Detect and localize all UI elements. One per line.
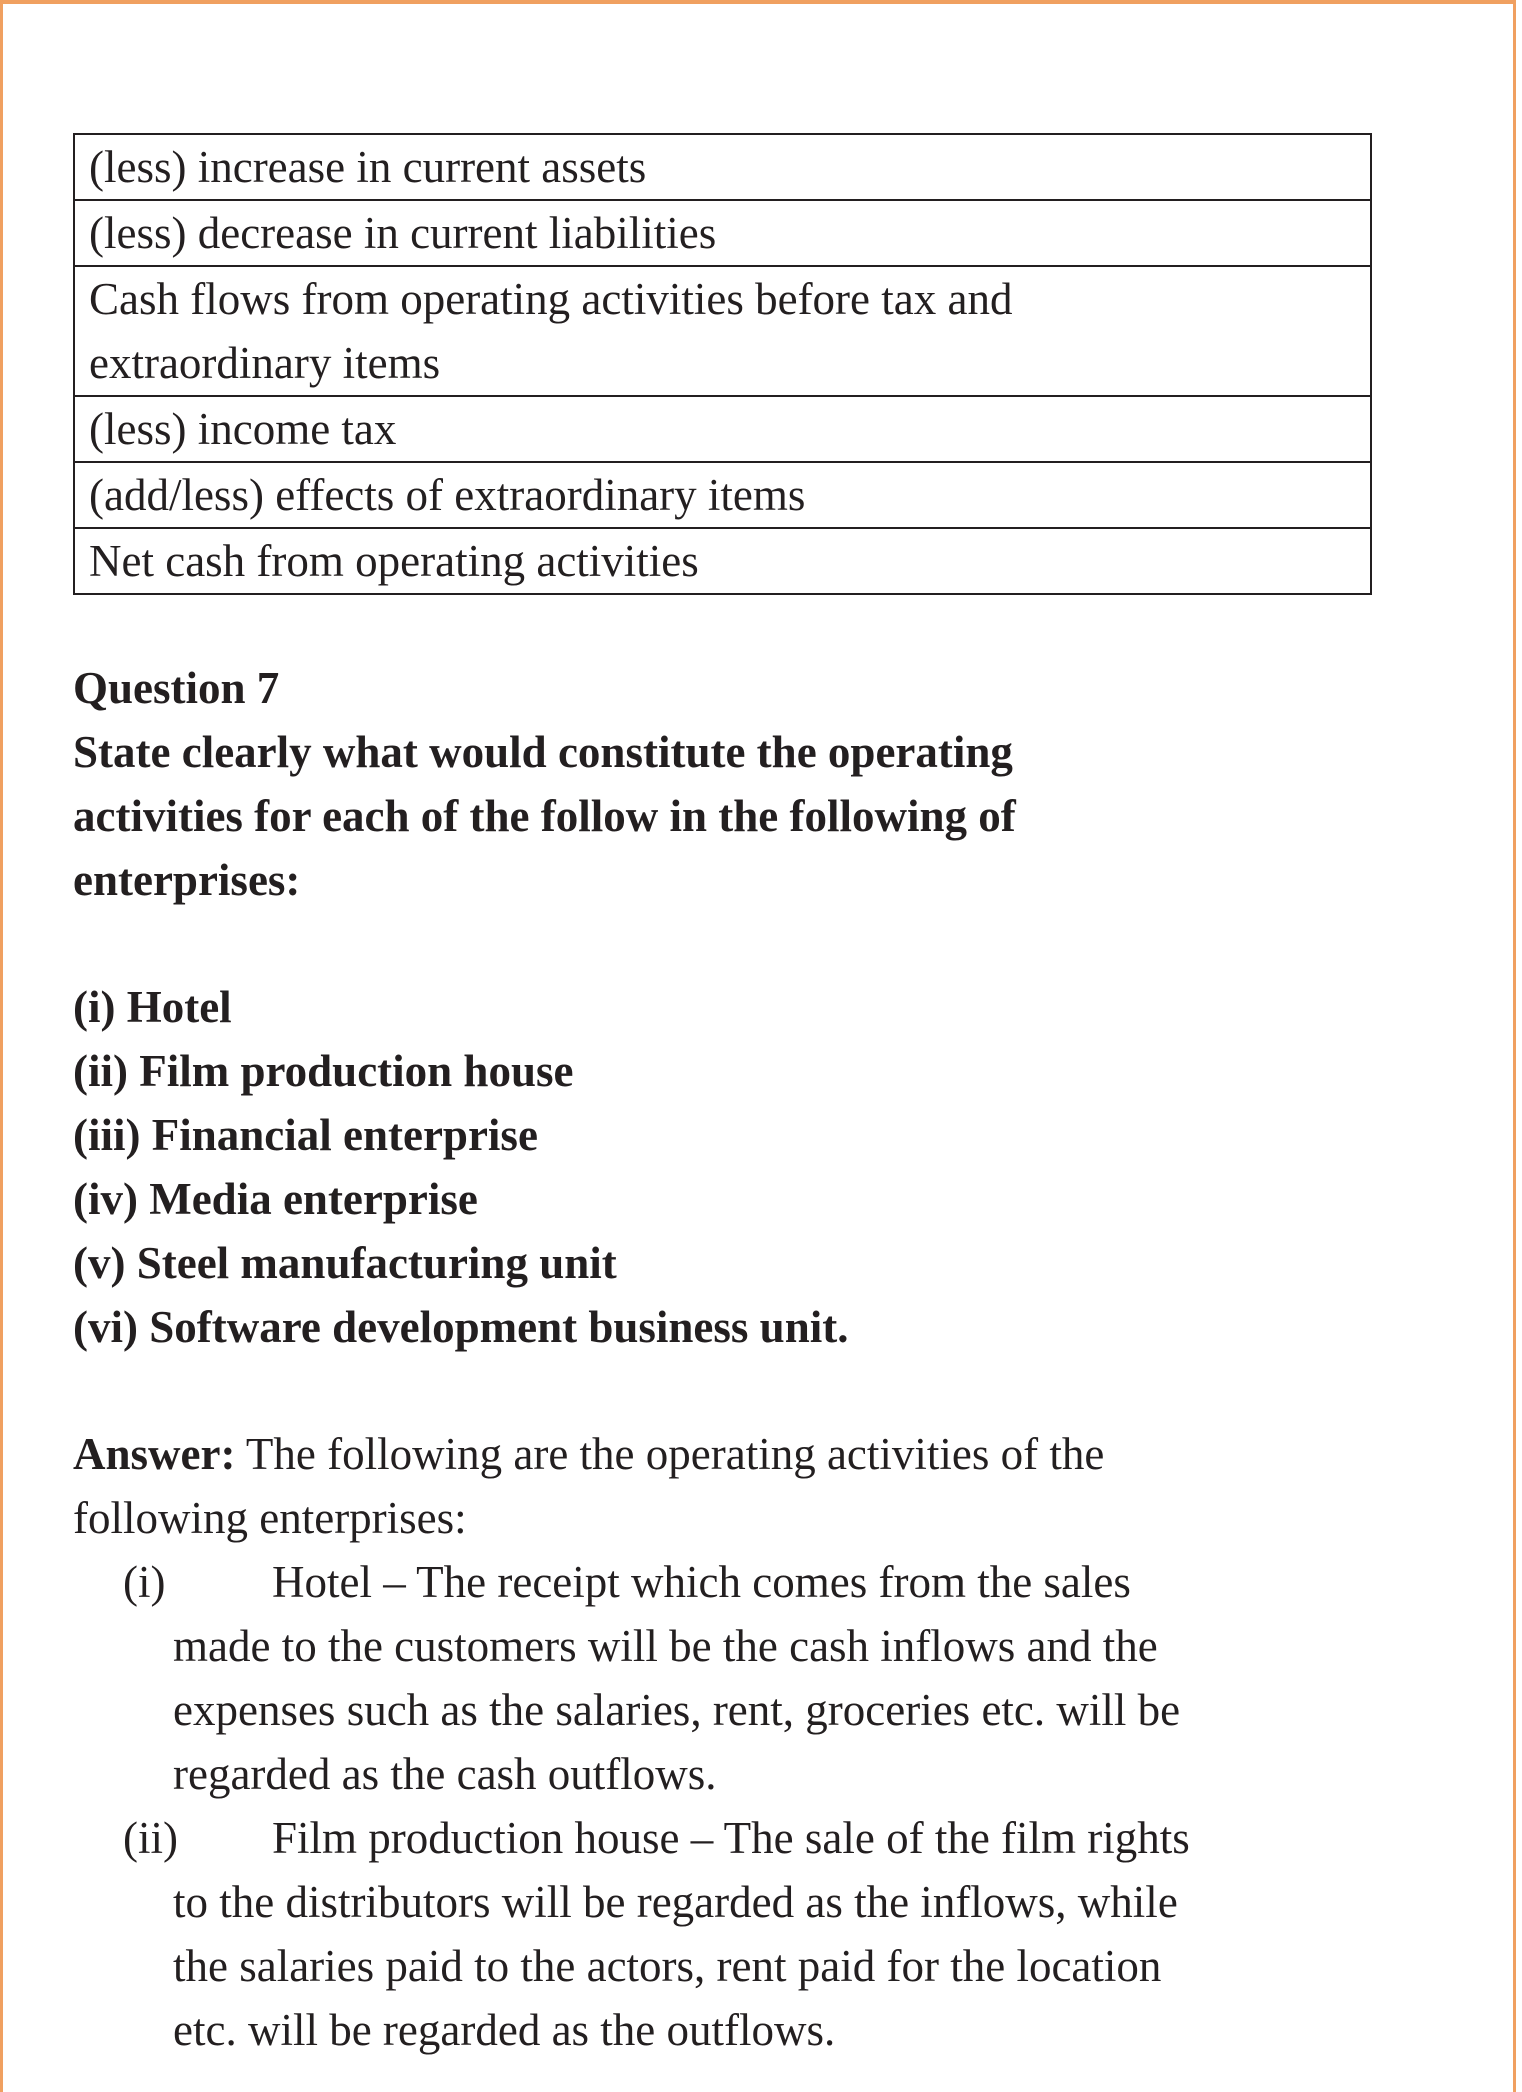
answer-item-text: made to the customers will be the cash inflows and the — [173, 1621, 1158, 1671]
answer-item-number: (i) — [123, 1557, 166, 1607]
question-text: State clearly what would constitute the operating — [73, 727, 1013, 777]
table-row — [74, 462, 1371, 528]
table-row — [74, 396, 1371, 462]
question-item: (ii) Film production house — [73, 1046, 574, 1096]
table-cell: (add/less) effects of extraordinary items — [74, 462, 1371, 528]
answer-item-number: (ii) — [123, 1813, 178, 1863]
question-item: (vi) Software development business unit. — [73, 1302, 849, 1352]
table-row — [74, 134, 1371, 200]
question-item: (iv) Media enterprise — [73, 1174, 478, 1224]
answer-intro — [73, 1422, 1104, 1486]
question-title: Question 7 — [73, 663, 280, 713]
table-cell — [74, 266, 1371, 396]
answer-item-text: Film production house – The sale of the film rights — [272, 1813, 1190, 1863]
answer-item-text: the salaries paid to the actors, rent paid for the location — [173, 1941, 1162, 1991]
answer-intro-text: The following are the operating activities of the — [235, 1429, 1105, 1479]
question-text: activities for each of the follow in the following of — [73, 791, 1016, 841]
table-cell: Net cash from operating activities — [74, 528, 1371, 594]
answer-intro-text: following enterprises: — [73, 1493, 467, 1543]
question-text: enterprises: — [73, 855, 301, 905]
table-cell: (less) increase in current assets — [74, 134, 1371, 200]
cash-flow-table — [73, 133, 1372, 595]
answer-item-text: Hotel – The receipt which comes from the sales — [272, 1557, 1131, 1607]
table-cell: (less) income tax — [74, 396, 1371, 462]
question-item: (i) Hotel — [73, 982, 232, 1032]
answer-item-text: regarded as the cash outflows. — [173, 1749, 717, 1799]
table-row — [74, 200, 1371, 266]
cell-text: Cash flows from operating activities before tax and extraordinary items — [89, 274, 1013, 388]
table-row — [74, 528, 1371, 594]
answer-label: Answer: — [73, 1429, 236, 1479]
table-cell: (less) decrease in current liabilities — [74, 200, 1371, 266]
answer-item-text: etc. will be regarded as the outflows. — [173, 2005, 836, 2055]
question-item: (v) Steel manufacturing unit — [73, 1238, 617, 1288]
answer-item-text: to the distributors will be regarded as the inflows, while — [173, 1877, 1178, 1927]
answer-item-text: expenses such as the salaries, rent, groceries etc. will be — [173, 1685, 1181, 1735]
table-row — [74, 266, 1371, 396]
question-item: (iii) Financial enterprise — [73, 1110, 538, 1160]
